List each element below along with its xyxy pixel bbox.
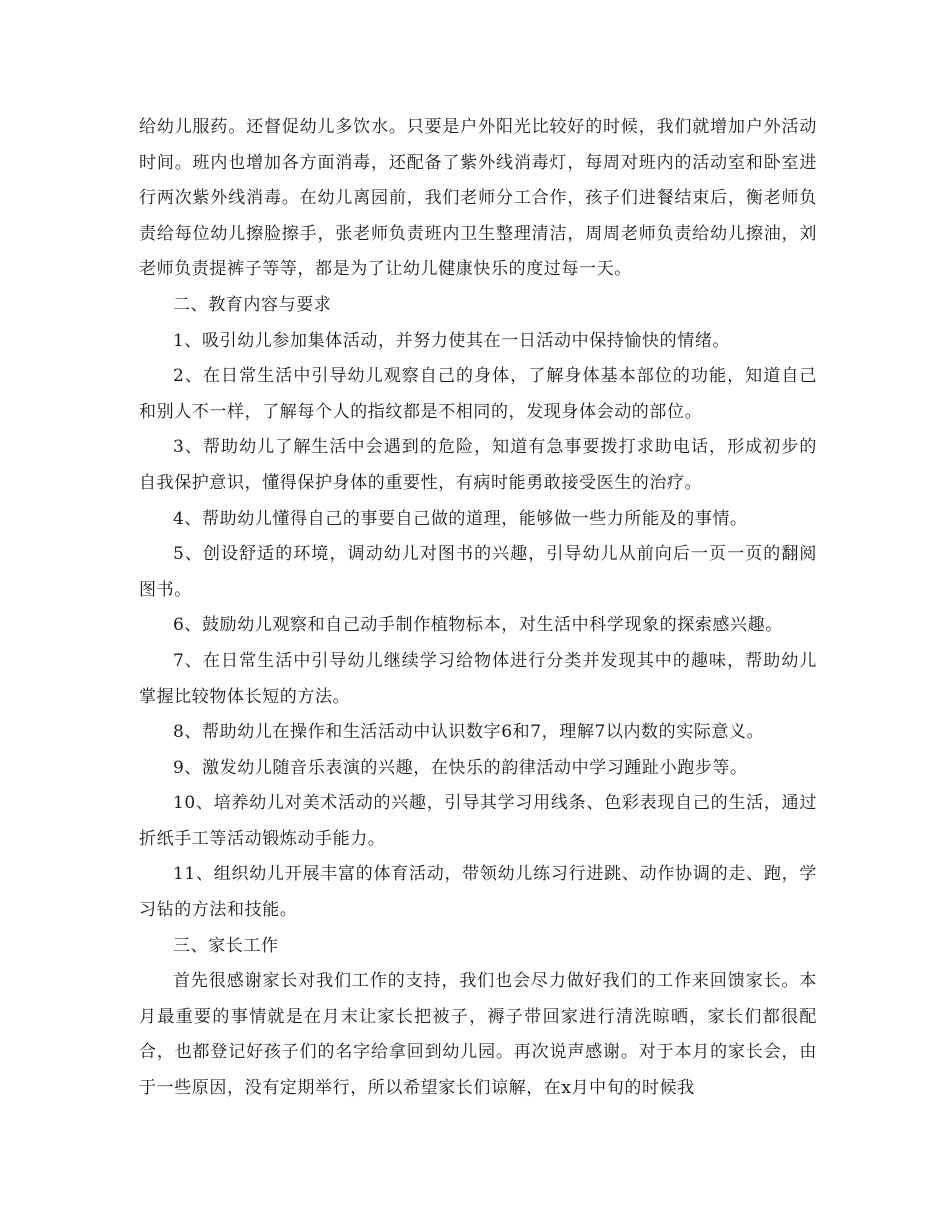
list-item: 5、创设舒适的环境，调动幼儿对图书的兴趣，引导幼儿从前向后一页一页的翻阅图书。 (139, 544, 817, 600)
list-item: 7、在日常生活中引导幼儿继续学习给物体进行分类并发现其中的趣味，帮助幼儿掌握比较物体长短的方法。 (139, 650, 817, 707)
paragraph-health-care: 给幼儿服药。还督促幼儿多饮水。只要是户外阳光比较好的时候，我们就增加户外活动时间。班内也增加各方面消毒，还配备了紫外线消毒灯，每周对班内的活动室和卧室进行两次紫外线消毒。在幼儿离园前，我们老师分工合作，孩子们进餐结束后，衡老师负责给每位幼儿擦脸擦手，张老师负责班内卫生整理清洁，周周老师负责给幼儿擦油，刘老师负责提裤子等等，都是为了让幼儿健康快乐的度过每一天。 (139, 117, 817, 280)
paragraph-parents-work: 首先很感谢家长对我们工作的支持，我们也会尽力做好我们的工作来回馈家长。本月最重要的事情就是在月末让家长把被子，褥子带回家进行清洗晾晒，家长们都很配合，也都登记好孩子们的名字给拿回到幼儿园。再次说声感谢。对于本月的家长会，由于一些原因，没有定期举行，所以希望家长们谅解，在x月中旬的时候我 (139, 971, 817, 1099)
list-item: 6、鼓励幼儿观察和自己动手制作植物标本，对生活中科学现象的探索感兴趣。 (173, 615, 783, 636)
document-body (139, 110, 817, 1107)
section-heading-parents: 三、家长工作 (173, 935, 279, 956)
list-item: 9、激发幼儿随音乐表演的兴趣，在快乐的韵律活动中学习踵趾小跑步等。 (173, 757, 748, 778)
list-item: 2、在日常生活中引导幼儿观察自己的身体，了解身体基本部位的功能，知道自己和别人不一样，了解每个人的指纹都是不相同的，发现身体会动的部位。 (139, 366, 817, 422)
list-item: 1、吸引幼儿参加集体活动，并努力使其在一日活动中保持愉快的情绪。 (173, 330, 731, 351)
list-item: 3、帮助幼儿了解生活中会遇到的危险，知道有急事要拨打求助电话，形成初步的自我保护意识，懂得保护身体的重要性，有病时能勇敢接受医生的治疗。 (139, 437, 817, 493)
section-heading-education: 二、教育内容与要求 (173, 294, 332, 315)
list-item: 11、组织幼儿开展丰富的体育活动，带领幼儿练习行进跳、动作协调的走、跑，学习钻的方法和技能。 (139, 864, 817, 921)
list-item: 8、帮助幼儿在操作和生活活动中认识数字6和7，理解7以内数的实际意义。 (173, 722, 765, 743)
list-item: 4、帮助幼儿懂得自己的事要自己做的道理，能够做一些力所能及的事情。 (173, 508, 748, 529)
list-item: 10、培养幼儿对美术活动的兴趣，引导其学习用线条、色彩表现自己的生活，通过折纸手工等活动锻炼动手能力。 (139, 793, 817, 849)
